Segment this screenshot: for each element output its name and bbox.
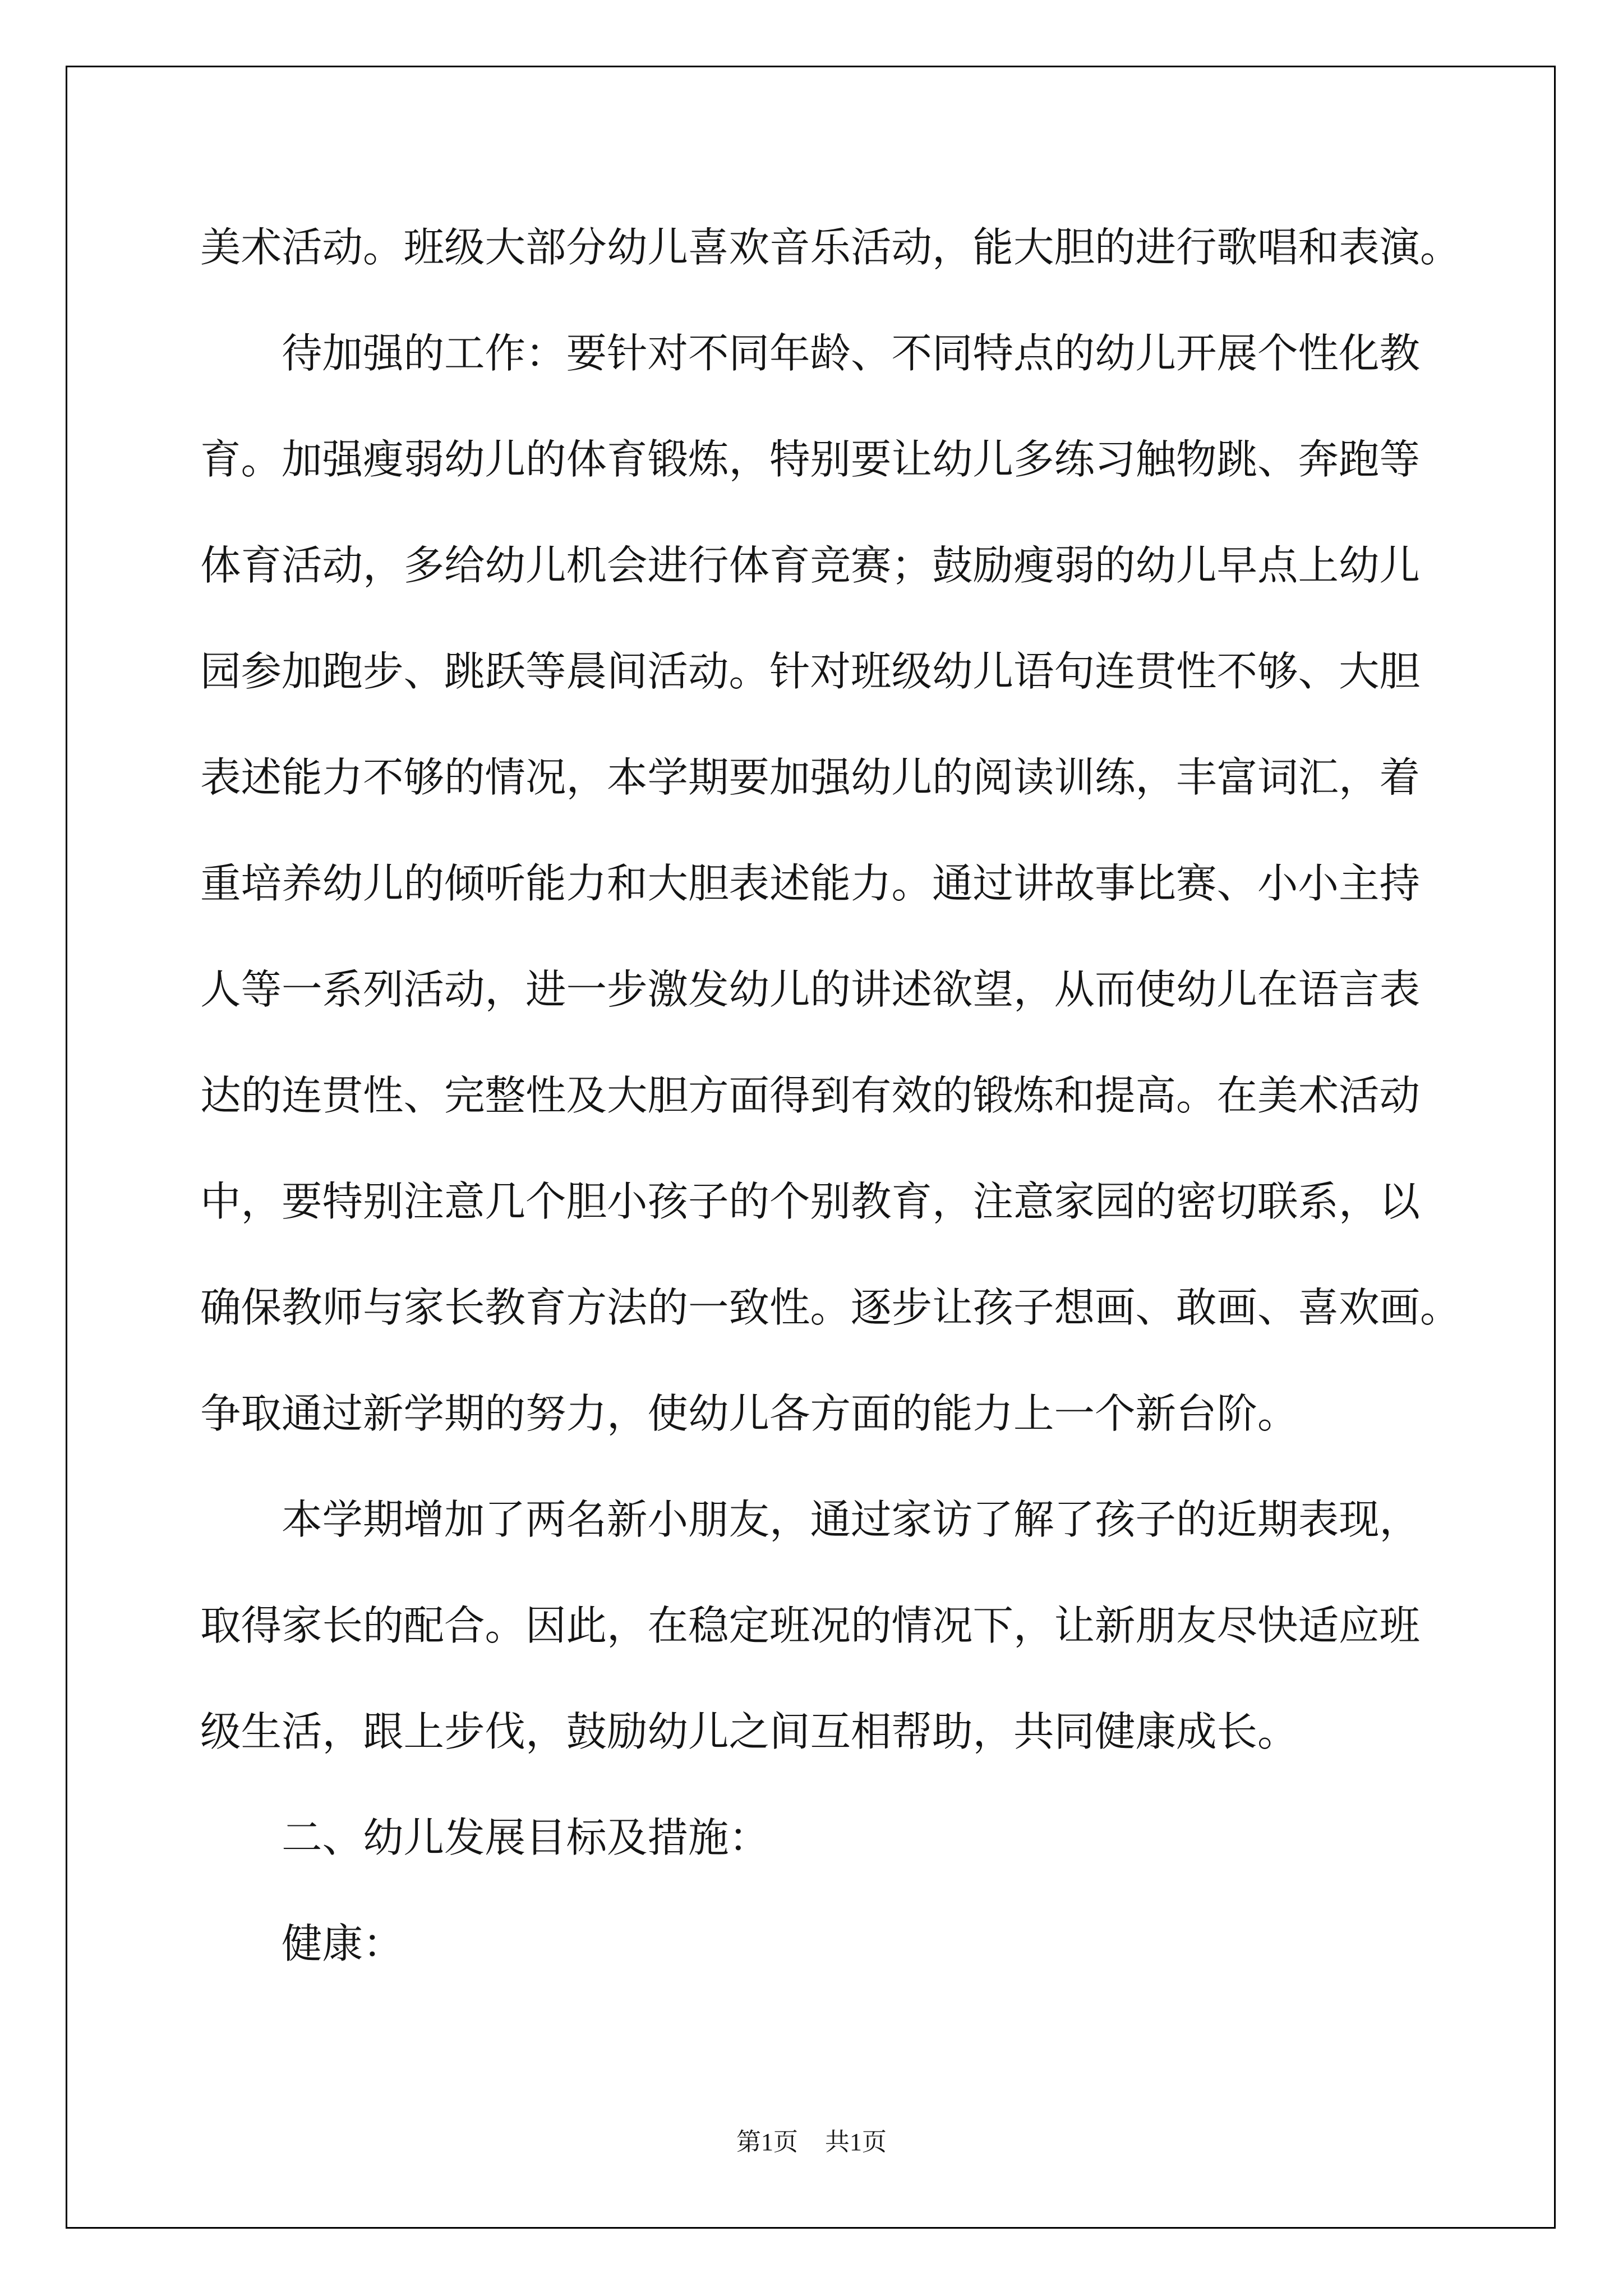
paragraph <box>200 195 1490 301</box>
paragraph <box>200 1467 1490 1786</box>
text-line: 人等一系列活动，进一步激发幼儿的讲述欲望，从而使幼儿在语言表 <box>200 967 1420 1014</box>
heading-line: 健康： <box>282 1921 404 1968</box>
page-number: 第1页 <box>736 2128 798 2156</box>
heading-line: 二、幼儿发展目标及措施： <box>282 1815 769 1862</box>
text-line: 园参加跑步、跳跃等晨间活动。针对班级幼儿语句连贯性不够、大胆 <box>200 648 1420 696</box>
text-line: 中，要特别注意几个胆小孩子的个别教育，注意家园的密切联系，以 <box>200 1179 1420 1226</box>
text-line: 级生活，跟上步伐，鼓励幼儿之间互相帮助，共同健康成长。 <box>200 1709 1298 1756</box>
text-line: 育。加强瘦弱幼儿的体育锻炼，特别要让幼儿多练习触物跳、奔跑等 <box>200 436 1420 484</box>
text-line: 取得家长的配合。因此，在稳定班况的情况下，让新朋友尽快适应班 <box>200 1603 1420 1650</box>
text-line: 争取通过新学期的努力，使幼儿各方面的能力上一个新台阶。 <box>200 1391 1298 1438</box>
document-body <box>200 195 1490 1998</box>
section-heading <box>200 1786 1490 1892</box>
paragraph <box>200 301 1490 1467</box>
text-line: 重培养幼儿的倾听能力和大胆表述能力。通过讲故事比赛、小小主持 <box>200 861 1420 908</box>
page-footer <box>0 2125 1623 2159</box>
subsection-heading <box>200 1892 1490 1998</box>
text-line: 美术活动。班级大部分幼儿喜欢音乐活动，能大胆的进行歌唱和表演。 <box>200 224 1461 272</box>
text-line: 达的连贯性、完整性及大胆方面得到有效的锻炼和提高。在美术活动 <box>200 1073 1420 1120</box>
text-line: 本学期增加了两名新小朋友，通过家访了解了孩子的近期表现， <box>282 1497 1420 1544</box>
text-line: 确保教师与家长教育方法的一致性。逐步让孩子想画、敢画、喜欢画。 <box>200 1285 1461 1332</box>
text-line: 体育活动，多给幼儿机会进行体育竞赛；鼓励瘦弱的幼儿早点上幼儿 <box>200 542 1420 590</box>
text-line: 表述能力不够的情况，本学期要加强幼儿的阅读训练，丰富词汇，着 <box>200 754 1420 802</box>
text-line: 待加强的工作：要针对不同年龄、不同特点的幼儿开展个性化教 <box>282 330 1420 378</box>
page-total: 共1页 <box>825 2128 887 2156</box>
